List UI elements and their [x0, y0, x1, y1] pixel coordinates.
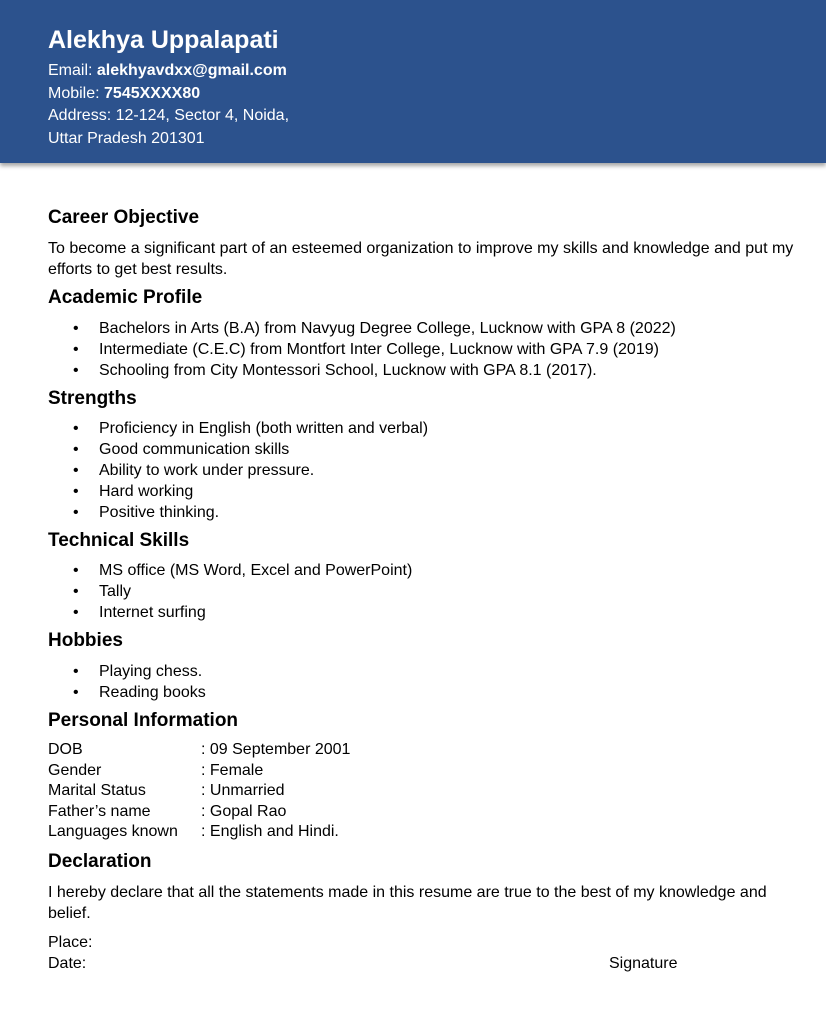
- bullet-icon: •: [73, 441, 79, 458]
- bullet-icon: •: [73, 562, 79, 579]
- list-item: • Good communication skills: [73, 441, 290, 458]
- technical-skills-section: [48, 528, 798, 623]
- place-label: Place:: [48, 933, 93, 951]
- section-title: Personal Information: [48, 710, 239, 731]
- mobile-value: 7545XXXX80: [104, 85, 201, 102]
- list-item: • Playing chess.: [73, 663, 203, 680]
- bullet-icon: •: [73, 320, 79, 337]
- strengths-section: [48, 386, 798, 523]
- section-title: Declaration: [48, 850, 152, 872]
- bullet-icon: •: [73, 483, 79, 500]
- info-row-gender: Gender : Female: [48, 761, 264, 779]
- info-row-dob: DOB : 09 September 2001: [48, 741, 351, 758]
- address-line-1: Address: 12-124, Sector 4, Noida,: [48, 107, 290, 124]
- info-row-fathers-name: Father’s name : Gopal Rao: [48, 802, 287, 820]
- list-item: • Ability to work under pressure.: [73, 462, 315, 479]
- list-item: • MS office (MS Word, Excel and PowerPoint): [73, 562, 413, 579]
- section-title: Strengths: [48, 388, 137, 409]
- email-value: alekhyavdxx@gmail.com: [96, 62, 287, 79]
- academic-profile-section: [48, 285, 798, 381]
- bullet-icon: •: [73, 583, 79, 600]
- bullet-icon: •: [73, 362, 79, 379]
- candidate-name: Alekhya Uppalapati: [48, 26, 279, 54]
- bullet-icon: •: [73, 684, 79, 701]
- hobbies-section: [48, 628, 798, 703]
- list-item: • Hard working: [73, 483, 194, 500]
- list-item: • Reading books: [73, 684, 206, 701]
- address-line-2: Uttar Pradesh 201301: [48, 130, 205, 147]
- signature-label: Signature: [609, 954, 678, 972]
- section-title: Technical Skills: [48, 530, 190, 551]
- list-item: • Internet surfing: [73, 604, 206, 621]
- personal-information-section: [48, 708, 798, 843]
- section-title: Academic Profile: [48, 287, 203, 308]
- list-item: • Positive thinking.: [73, 504, 220, 521]
- email-label: Email:: [48, 62, 93, 79]
- list-item: • Proficiency in English (both written and verbal): [73, 420, 429, 437]
- declaration-section: [48, 849, 798, 974]
- date-label: Date:: [48, 954, 87, 972]
- bullet-icon: •: [73, 341, 79, 358]
- info-row-marital-status: Marital Status : Unmarried: [48, 782, 285, 799]
- section-title: Hobbies: [48, 630, 123, 651]
- list-item: • Schooling from City Montessori School, Lucknow with GPA 8.1 (2017).: [73, 362, 597, 379]
- bullet-icon: •: [73, 663, 79, 680]
- bullet-icon: •: [73, 604, 79, 621]
- declaration-text: I hereby declare that all the statements made in this resume are true to the best of my knowledge and belief.: [48, 883, 767, 922]
- list-item: • Tally: [73, 583, 132, 600]
- info-row-languages: Languages known : English and Hindi.: [48, 823, 339, 840]
- bullet-icon: •: [73, 504, 79, 521]
- resume-body: [48, 205, 798, 974]
- section-title: Career Objective: [48, 207, 200, 228]
- resume-header: [0, 0, 826, 163]
- bullet-icon: •: [73, 420, 79, 437]
- date-signature-row: [48, 953, 798, 974]
- personal-info-table: [48, 740, 798, 843]
- list-item: • Intermediate (C.E.C) from Montfort Inter College, Lucknow with GPA 7.9 (2019): [73, 341, 659, 358]
- career-objective-section: [48, 205, 798, 280]
- list-item: • Bachelors in Arts (B.A) from Navyug Degree College, Lucknow with GPA 8 (2022): [73, 320, 676, 337]
- email-line: [48, 61, 287, 81]
- career-objective-text: To become a significant part of an esteemed organization to improve my skills and knowledge and put my efforts to get best results.: [48, 240, 794, 278]
- mobile-label: Mobile:: [48, 85, 100, 102]
- bullet-icon: •: [73, 462, 79, 479]
- mobile-line: [48, 84, 200, 104]
